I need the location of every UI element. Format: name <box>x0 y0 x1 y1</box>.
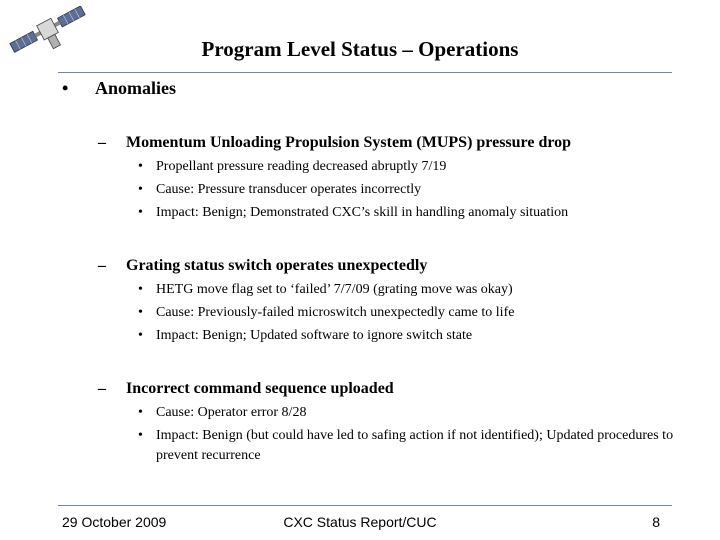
sub-heading: – Grating status switch operates unexpectedly <box>98 257 428 274</box>
page-number: 8 <box>652 514 660 530</box>
list-item: • Cause: Operator error 8/28 <box>138 405 307 420</box>
sub-heading-label: Grating status switch operates unexpectedly <box>126 257 428 274</box>
list-item: • Impact: Benign; Updated software to ignore switch state <box>138 328 473 343</box>
footer-title: CXC Status Report/CUC <box>283 514 437 530</box>
list-item: • Impact: Benign; Demonstrated CXC’s skill in handling anomaly situation <box>138 205 569 220</box>
sub-heading-label: Incorrect command sequence uploaded <box>126 380 394 397</box>
sub-heading-label: Momentum Unloading Propulsion System (MUPS) pressure drop <box>126 134 572 151</box>
bullet-marker: • <box>62 78 69 98</box>
list-item: • Propellant pressure reading decreased abruptly 7/19 <box>138 159 447 174</box>
main-bullet-label: Anomalies <box>95 78 176 98</box>
title-divider <box>58 72 672 73</box>
footer-date: 29 October 2009 <box>62 514 167 530</box>
list-item: • Cause: Pressure transducer operates incorrectly <box>138 182 422 197</box>
list-item: • HETG move flag set to ‘failed’ 7/7/09 (grating move was okay) <box>138 282 513 297</box>
sub-heading: – Momentum Unloading Propulsion System (MUPS) pressure drop <box>98 134 572 151</box>
main-bullet <box>62 78 176 99</box>
footer-divider <box>58 505 672 506</box>
slide-title: Program Level Status – Operations <box>201 37 519 61</box>
list-item: • Impact: Benign (but could have led to safing action if not identified); Updated procedures to prevent recurrence <box>138 428 674 463</box>
list-item: • Cause: Previously-failed microswitch unexpectedly came to life <box>138 305 515 320</box>
sub-heading: – Incorrect command sequence uploaded <box>98 380 394 397</box>
